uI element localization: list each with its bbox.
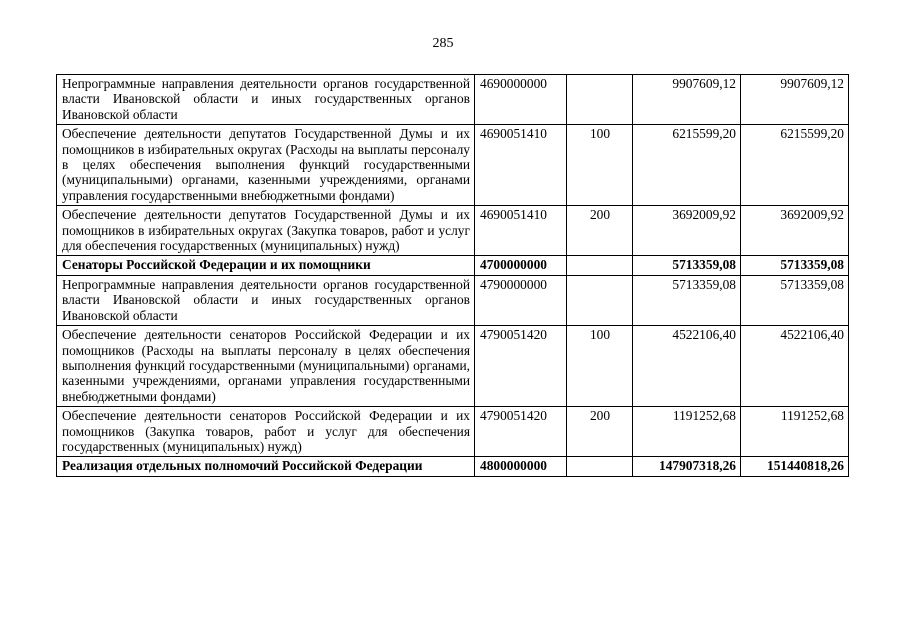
- table-row: [57, 75, 849, 125]
- row-code: 4690051410: [475, 125, 567, 206]
- row-value-year1: 1191252,68: [633, 407, 741, 457]
- page-number: 285: [432, 36, 454, 51]
- row-expense-type: 100: [567, 125, 633, 206]
- row-expense-type: 100: [567, 326, 633, 407]
- row-code: 4800000000: [475, 457, 567, 476]
- row-name: Обеспечение деятельности сенаторов Российской Федерации и их помощников (Расходы на выплаты персоналу в целях обеспечения выполнения функций государственными (муниципальными) органами, казенными учреждениями, органами управления государственными внебюджетными фондами): [57, 326, 475, 407]
- table-row: [57, 407, 849, 457]
- table-row-section: [57, 256, 849, 275]
- budget-table: [56, 74, 849, 477]
- row-name: Обеспечение деятельности сенаторов Российской Федерации и их помощников (Закупка товаров, работ и услуг для обеспечения государственных (муниципальных) нужд): [57, 407, 475, 457]
- row-value-year1: 147907318,26: [633, 457, 741, 476]
- row-expense-type: [567, 275, 633, 325]
- row-code: 4700000000: [475, 256, 567, 275]
- table-row-section: [57, 457, 849, 476]
- row-value-year2: 4522106,40: [741, 326, 849, 407]
- row-code: 4690000000: [475, 75, 567, 125]
- row-expense-type: 200: [567, 206, 633, 256]
- row-value-year2: 6215599,20: [741, 125, 849, 206]
- row-name: Непрограммные направления деятельности органов государственной власти Ивановской области и иных государственных органов Ивановской области: [57, 75, 475, 125]
- row-value-year1: 9907609,12: [633, 75, 741, 125]
- table-row: [57, 125, 849, 206]
- table-row: [57, 326, 849, 407]
- row-value-year2: 1191252,68: [741, 407, 849, 457]
- row-value-year2: 151440818,26: [741, 457, 849, 476]
- row-code: 4690051410: [475, 206, 567, 256]
- row-code: 4790000000: [475, 275, 567, 325]
- row-name: Реализация отдельных полномочий Российской Федерации: [57, 457, 475, 476]
- row-value-year2: 5713359,08: [741, 275, 849, 325]
- row-expense-type: [567, 75, 633, 125]
- row-value-year1: 6215599,20: [633, 125, 741, 206]
- row-value-year1: 5713359,08: [633, 275, 741, 325]
- row-name: Обеспечение деятельности депутатов Государственной Думы и их помощников в избирательных округах (Закупка товаров, работ и услуг для обеспечения государственных (муниципальных) нужд): [57, 206, 475, 256]
- row-value-year1: 3692009,92: [633, 206, 741, 256]
- row-value-year2: 3692009,92: [741, 206, 849, 256]
- row-name: Обеспечение деятельности депутатов Государственной Думы и их помощников в избирательных округах (Расходы на выплаты персоналу в целях обеспечения выполнения функций государственными (муниципальными) органами, казенными учреждениями, органами управления государственными внебюджетными фондами): [57, 125, 475, 206]
- row-code: 4790051420: [475, 326, 567, 407]
- row-name: Сенаторы Российской Федерации и их помощники: [57, 256, 475, 275]
- row-code: 4790051420: [475, 407, 567, 457]
- row-name: Непрограммные направления деятельности органов государственной власти Ивановской области и иных государственных органов Ивановской области: [57, 275, 475, 325]
- row-expense-type: 200: [567, 407, 633, 457]
- row-expense-type: [567, 457, 633, 476]
- row-value-year2: 9907609,12: [741, 75, 849, 125]
- row-value-year2: 5713359,08: [741, 256, 849, 275]
- row-value-year1: 5713359,08: [633, 256, 741, 275]
- table-row: [57, 206, 849, 256]
- row-value-year1: 4522106,40: [633, 326, 741, 407]
- table-row: [57, 275, 849, 325]
- row-expense-type: [567, 256, 633, 275]
